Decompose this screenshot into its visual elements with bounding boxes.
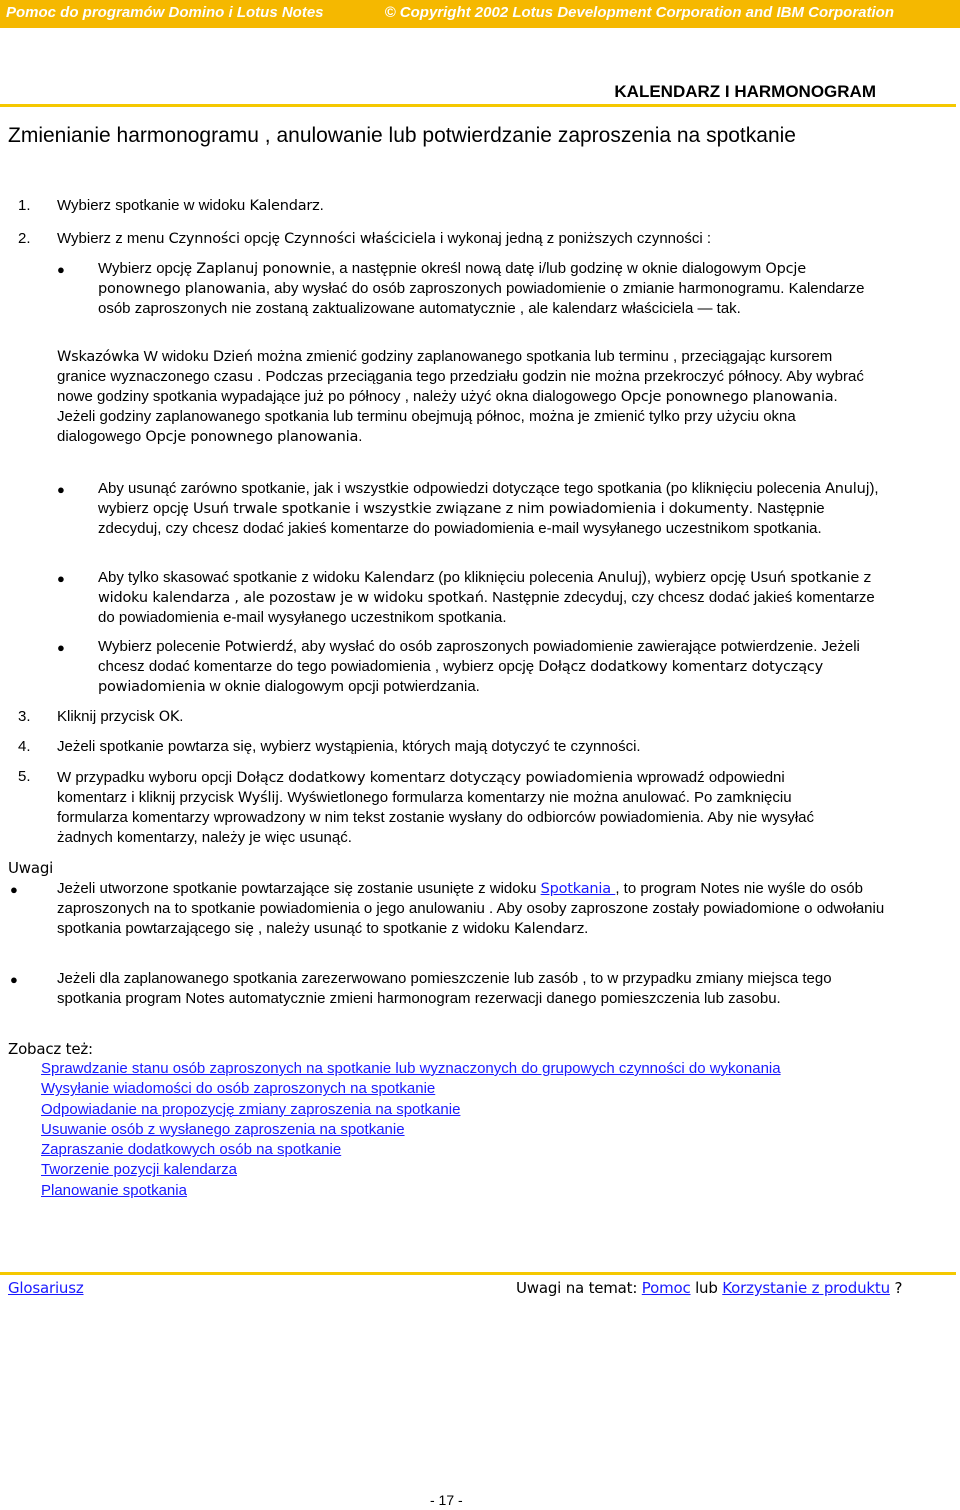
footer-feedback: Uwagi na temat: Pomoc lub Korzystanie z produktu ?	[516, 1279, 903, 1297]
step-2-number: 2.	[18, 230, 31, 247]
step-5-number: 5.	[18, 768, 31, 785]
see-also-link-3[interactable]: Odpowiadanie na propozycję zmiany zaproszenia na spotkanie	[41, 1100, 461, 1118]
step-1	[57, 197, 937, 214]
note-2: Jeżeli dla zaplanowanego spotkania zarezerwowano pomieszczenie lub zasób , to w przypadku zmiany miejsca tego spotkania program Notes automatycznie zmieni harmonogram rezerwacji danego pomieszczenia lub zasobu.	[57, 970, 832, 1007]
see-also-heading: Zobacz też:	[8, 1040, 93, 1058]
note-2-marker: ●	[10, 972, 18, 987]
footer-rule	[0, 1272, 956, 1275]
step-2	[57, 230, 947, 247]
see-also-link-6[interactable]: Tworzenie pozycji kalendarza	[41, 1161, 237, 1179]
see-also-list	[41, 1059, 841, 1201]
step-2-ui-a: Czynności	[168, 231, 240, 247]
step-3-number: 3.	[18, 708, 31, 725]
see-also-link-7[interactable]: Planowanie spotkania	[41, 1181, 187, 1199]
see-also-link-2[interactable]: Wysyłanie wiadomości do osób zaproszonych na spotkanie	[41, 1080, 436, 1098]
page-title: Zmienianie harmonogramu , anulowanie lub potwierdzanie zaproszenia na spotkanie	[8, 124, 796, 147]
bullet-3-marker: ●	[57, 571, 65, 586]
help-link[interactable]: Pomoc	[641, 1279, 691, 1297]
tip-paragraph: Wskazówka W widoku Dzień można zmienić godziny zaplanowanego spotkania lub terminu , przeciągając kursorem granice wyznaczonego czasu . Podczas przeciągania tego przedziału godzin nie można przekroczyć północy. Aby wybrać nowe godziny spotkania wypadające już po północy , należy użyć okna dialogowego Opcje ponownego planowania. Jeżeli godziny zaplanowanego spotkania lub terminu obejmują północ, można je zmienić tylko przy użyciu okna dialogowego Opcje ponownego planowania.	[57, 348, 864, 445]
bullet-4: Wybierz polecenie Potwierdź, aby wysłać do osób zaproszonych powiadomienie zawierające potwierdzenie. Jeżeli chcesz dodać komentarze do tego powiadomienia , wybierz opcję Dołącz dodatkowy komentarz dotyczący powiadomienia w oknie dialogowym opcji potwierdzania.	[98, 638, 860, 695]
step-4: Jeżeli spotkanie powtarza się, wybierz wystąpienia, których mają dotyczyć te czynności.	[57, 738, 641, 755]
step-2-text-a: Wybierz z menu	[57, 230, 169, 247]
glossary-link[interactable]: Glosariusz	[8, 1279, 84, 1297]
step-1-ui: Kalendarz	[249, 198, 320, 214]
step-1-number: 1.	[18, 197, 31, 214]
see-also-link-1[interactable]: Sprawdzanie stanu osób zaproszonych na spotkanie lub wyznaczonych do grupowych czynności do wykonania	[41, 1060, 781, 1077]
header-title: Pomoc do programów Domino i Lotus Notes	[6, 4, 324, 21]
header-copyright: © Copyright 2002 Lotus Development Corporation and IBM Corporation	[384, 4, 894, 21]
note-1-marker: ●	[10, 882, 18, 897]
see-also-link-4[interactable]: Usuwanie osób z wysłanego zaproszenia na spotkanie	[41, 1120, 405, 1138]
bullet-4-marker: ●	[57, 640, 65, 655]
page-number: - 17 -	[430, 1492, 463, 1508]
see-also-link-5[interactable]: Zapraszanie dodatkowych osób na spotkanie	[41, 1141, 342, 1159]
bullet-3: Aby tylko skasować spotkanie z widoku Kalendarz (po kliknięciu polecenia Anuluj), wybierz opcję Usuń spotkanie z widoku kalendarza , ale pozostaw je w widoku spotkań. Następnie zdecyduj, czy chcesz dodać jakieś komentarze do powiadomienia e-mail wysyłanego uczestnikom spotkania.	[98, 569, 875, 626]
bullet-1-marker: ●	[57, 262, 65, 277]
product-link[interactable]: Korzystanie z produktu	[722, 1279, 890, 1297]
step-1-end: .	[319, 197, 324, 214]
notes-heading: Uwagi	[8, 859, 54, 877]
spotkania-link[interactable]: Spotkania	[540, 881, 616, 897]
step-2-ui-b: Czynności właściciela	[284, 231, 436, 247]
header-bar	[0, 0, 960, 28]
step-3: Kliknij przycisk OK.	[57, 708, 184, 725]
step-5: W przypadku wyboru opcji Dołącz dodatkowy komentarz dotyczący powiadomienia wprowadź odpowiedni komentarz i kliknij przycisk Wyślij. Wyświetlonego formularza komentarzy nie można anulować. Po zamknięciu formularza komentarzy wprowadzony w nim tekst zostanie wysłany do odbiorców powiadomienia. Aby nie wysyłać żadnych komentarzy, należy je więc usunąć.	[57, 769, 815, 846]
step-1-text: Wybierz spotkanie w widoku	[57, 197, 250, 214]
step-2-text-c: i wykonaj jedną z poniższych czynności :	[435, 230, 712, 247]
section-rule	[0, 104, 956, 107]
bullet-1: Wybierz opcję Zaplanuj ponownie, a następnie określ nową datę i/lub godzinę w oknie dialogowym Opcje ponownego planowania, aby wysłać do osób zaproszonych powiadomienie o zmianie harmonogramu. Kalendarze osób zaproszonych nie zostaną zaktualizowane automatycznie , ale kalendarz właściciela — tak.	[98, 260, 865, 317]
step-2-text-b: opcję	[239, 230, 285, 247]
step-4-number: 4.	[18, 738, 31, 755]
footer-glossary-wrap	[8, 1279, 84, 1297]
bullet-2: Aby usunąć zarówno spotkanie, jak i wszystkie odpowiedzi dotyczące tego spotkania (po kliknięciu polecenia Anuluj), wybierz opcję Usuń trwale spotkanie i wszystkie związane z nim powiadomienia i dokumenty. Następnie zdecyduj, czy chcesz dodać jakieś komentarze do powiadomienia e-mail wysyłanego uczestnikom spotkania.	[98, 480, 879, 537]
section-label: KALENDARZ I HARMONOGRAM	[614, 82, 876, 101]
tip-label: Wskazówka	[57, 349, 140, 365]
note-1: Jeżeli utworzone spotkanie powtarzające się zostanie usunięte z widoku Spotkania , to program Notes nie wyśle do osób zaproszonych na to spotkanie powiadomienia o jego anulowaniu . Aby osoby zaproszone zostały powiadomione o odwołaniu spotkania powtarzającego się , należy usunąć to spotkanie z widoku Kalendarz.	[57, 880, 885, 937]
bullet-2-marker: ●	[57, 482, 65, 497]
